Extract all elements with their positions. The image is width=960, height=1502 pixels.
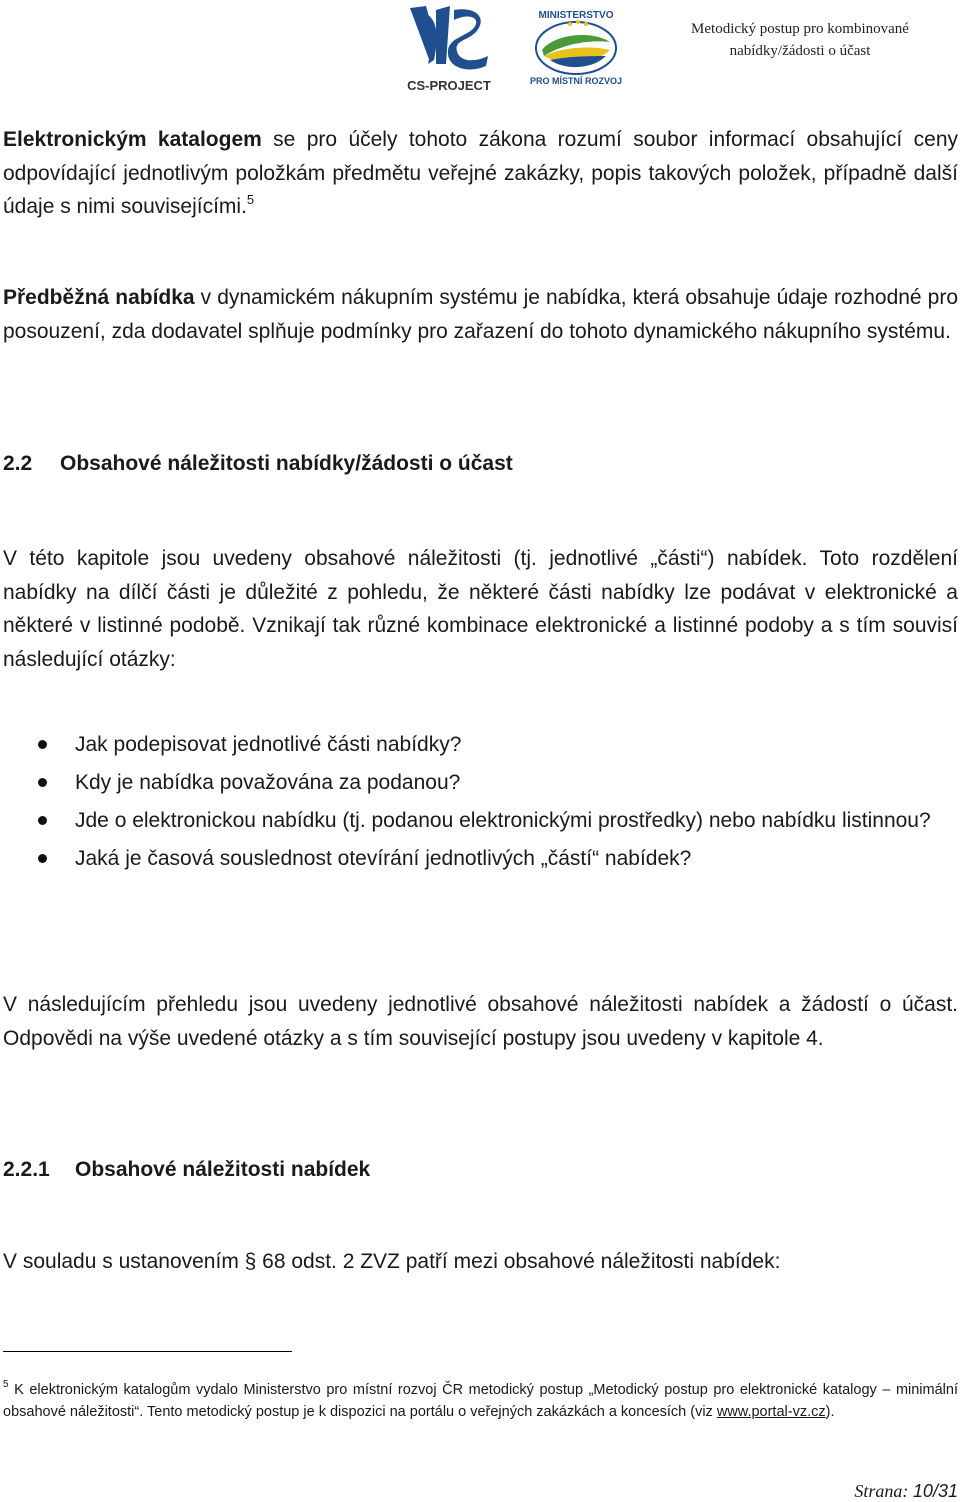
- list-item: [0, 727, 958, 763]
- paragraph-preliminary-offer: [3, 281, 958, 348]
- paragraph-text: v dynamickém nákupním systému je nabídka, která obsahuje údaje rozhodné pro posouzení, zda dodavatel splňuje podmínky pro zařazení do tohoto dynamického nákupního systému.: [3, 286, 958, 343]
- section-heading-2-2-1: [3, 1158, 370, 1182]
- section-number: 2.2: [3, 452, 33, 475]
- footnote-reference[interactable]: 5: [246, 192, 255, 207]
- bullet-icon: [38, 778, 47, 787]
- footnote-end: ).: [825, 1404, 835, 1420]
- term-electronic-catalog: Elektronickým katalogem: [3, 128, 262, 151]
- section-title: Obsahové náležitosti nabídky/žádosti o účast: [60, 452, 513, 475]
- list-item: [0, 841, 958, 877]
- page-label: Strana:: [854, 1481, 909, 1501]
- page-separator: /: [932, 1481, 938, 1501]
- question-list: [0, 727, 958, 879]
- list-item: [0, 765, 958, 801]
- header-title-line2: nabídky/žádosti o účast: [729, 43, 871, 59]
- paragraph-overview: [3, 988, 958, 1055]
- header-title-line1: Metodický postup pro kombinované: [691, 21, 909, 37]
- term-preliminary-offer: Předběžná nabídka: [3, 286, 195, 309]
- list-item-text: Jak podepisovat jednotlivé části nabídky?: [75, 733, 462, 756]
- paragraph-text: V souladu s ustanovením § 68 odst. 2 ZVZ patří mezi obsahové náležitosti nabídek:: [3, 1250, 781, 1273]
- footnote-mark: 5: [3, 1379, 9, 1390]
- section-number: 2.2.1: [3, 1158, 50, 1181]
- ministry-logo-text-top: MINISTERSTVO: [538, 10, 614, 21]
- paragraph-text: se pro účely tohoto zákona rozumí soubor informací obsahující ceny odpovídající jednotlivým položkám předmětu veřejné zakázky, popis takových položek, případně další údaje s nimi souvisejícími.: [3, 128, 958, 218]
- cs-project-logo: [406, 2, 492, 96]
- paragraph-chapter-intro: [3, 542, 958, 676]
- section-title: Obsahové náležitosti nabídek: [75, 1158, 371, 1181]
- page-number: [854, 1481, 958, 1502]
- page-total: 31: [937, 1481, 958, 1501]
- footnote: [3, 1379, 958, 1423]
- bullet-icon: [38, 816, 47, 825]
- paragraph-text: V následujícím přehledu jsou uvedeny jednotlivé obsahové náležitosti nabídek a žádostí o účast. Odpovědi na výše uvedené otázky a s tím související postupy jsou uvedeny v kapitole 4.: [3, 993, 958, 1050]
- bullet-icon: [38, 740, 47, 749]
- document-header-title: [650, 18, 950, 62]
- portal-link[interactable]: www.portal-vz.cz: [716, 1404, 826, 1420]
- ministry-logo: [514, 6, 638, 88]
- paragraph-legal-basis: [3, 1245, 958, 1279]
- bullet-icon: [38, 854, 47, 863]
- paragraph-electronic-catalog: [3, 123, 958, 224]
- page-current: 10: [912, 1481, 933, 1501]
- cs-project-logo-text: CS-PROJECT: [407, 78, 491, 93]
- footnote-text: K elektronickým katalogům vydalo Ministerstvo pro místní rozvoj ČR metodický postup „Metodický postup pro elektronické katalogy – minimální obsahové náležitosti“. Tento metodický postup je k dispozici na portálu o veřejných zakázkách a koncesích (viz: [3, 1382, 958, 1420]
- footnote-separator: [3, 1351, 292, 1352]
- section-heading-2-2: [3, 452, 513, 476]
- list-item-text: Jaká je časová souslednost otevírání jednotlivých „částí“ nabídek?: [75, 847, 692, 870]
- ministry-logo-text-bottom: PRO MÍSTNÍ ROZVOJ: [529, 76, 623, 86]
- list-item: [0, 803, 958, 839]
- list-item-text: Kdy je nabídka považována za podanou?: [75, 771, 461, 794]
- paragraph-text: V této kapitole jsou uvedeny obsahové náležitosti (tj. jednotlivé „části“) nabídek. Toto rozdělení nabídky na dílčí části je důležité z pohledu, že některé části nabídky lze podávat v elektronické a některé v listinné podobě. Vznikají tak různé kombinace elektronické a listinné podoby a s tím souvisí následující otázky:: [3, 547, 958, 671]
- list-item-text: Jde o elektronickou nabídku (tj. podanou elektronickými prostředky) nebo nabídku listinnou?: [75, 809, 931, 832]
